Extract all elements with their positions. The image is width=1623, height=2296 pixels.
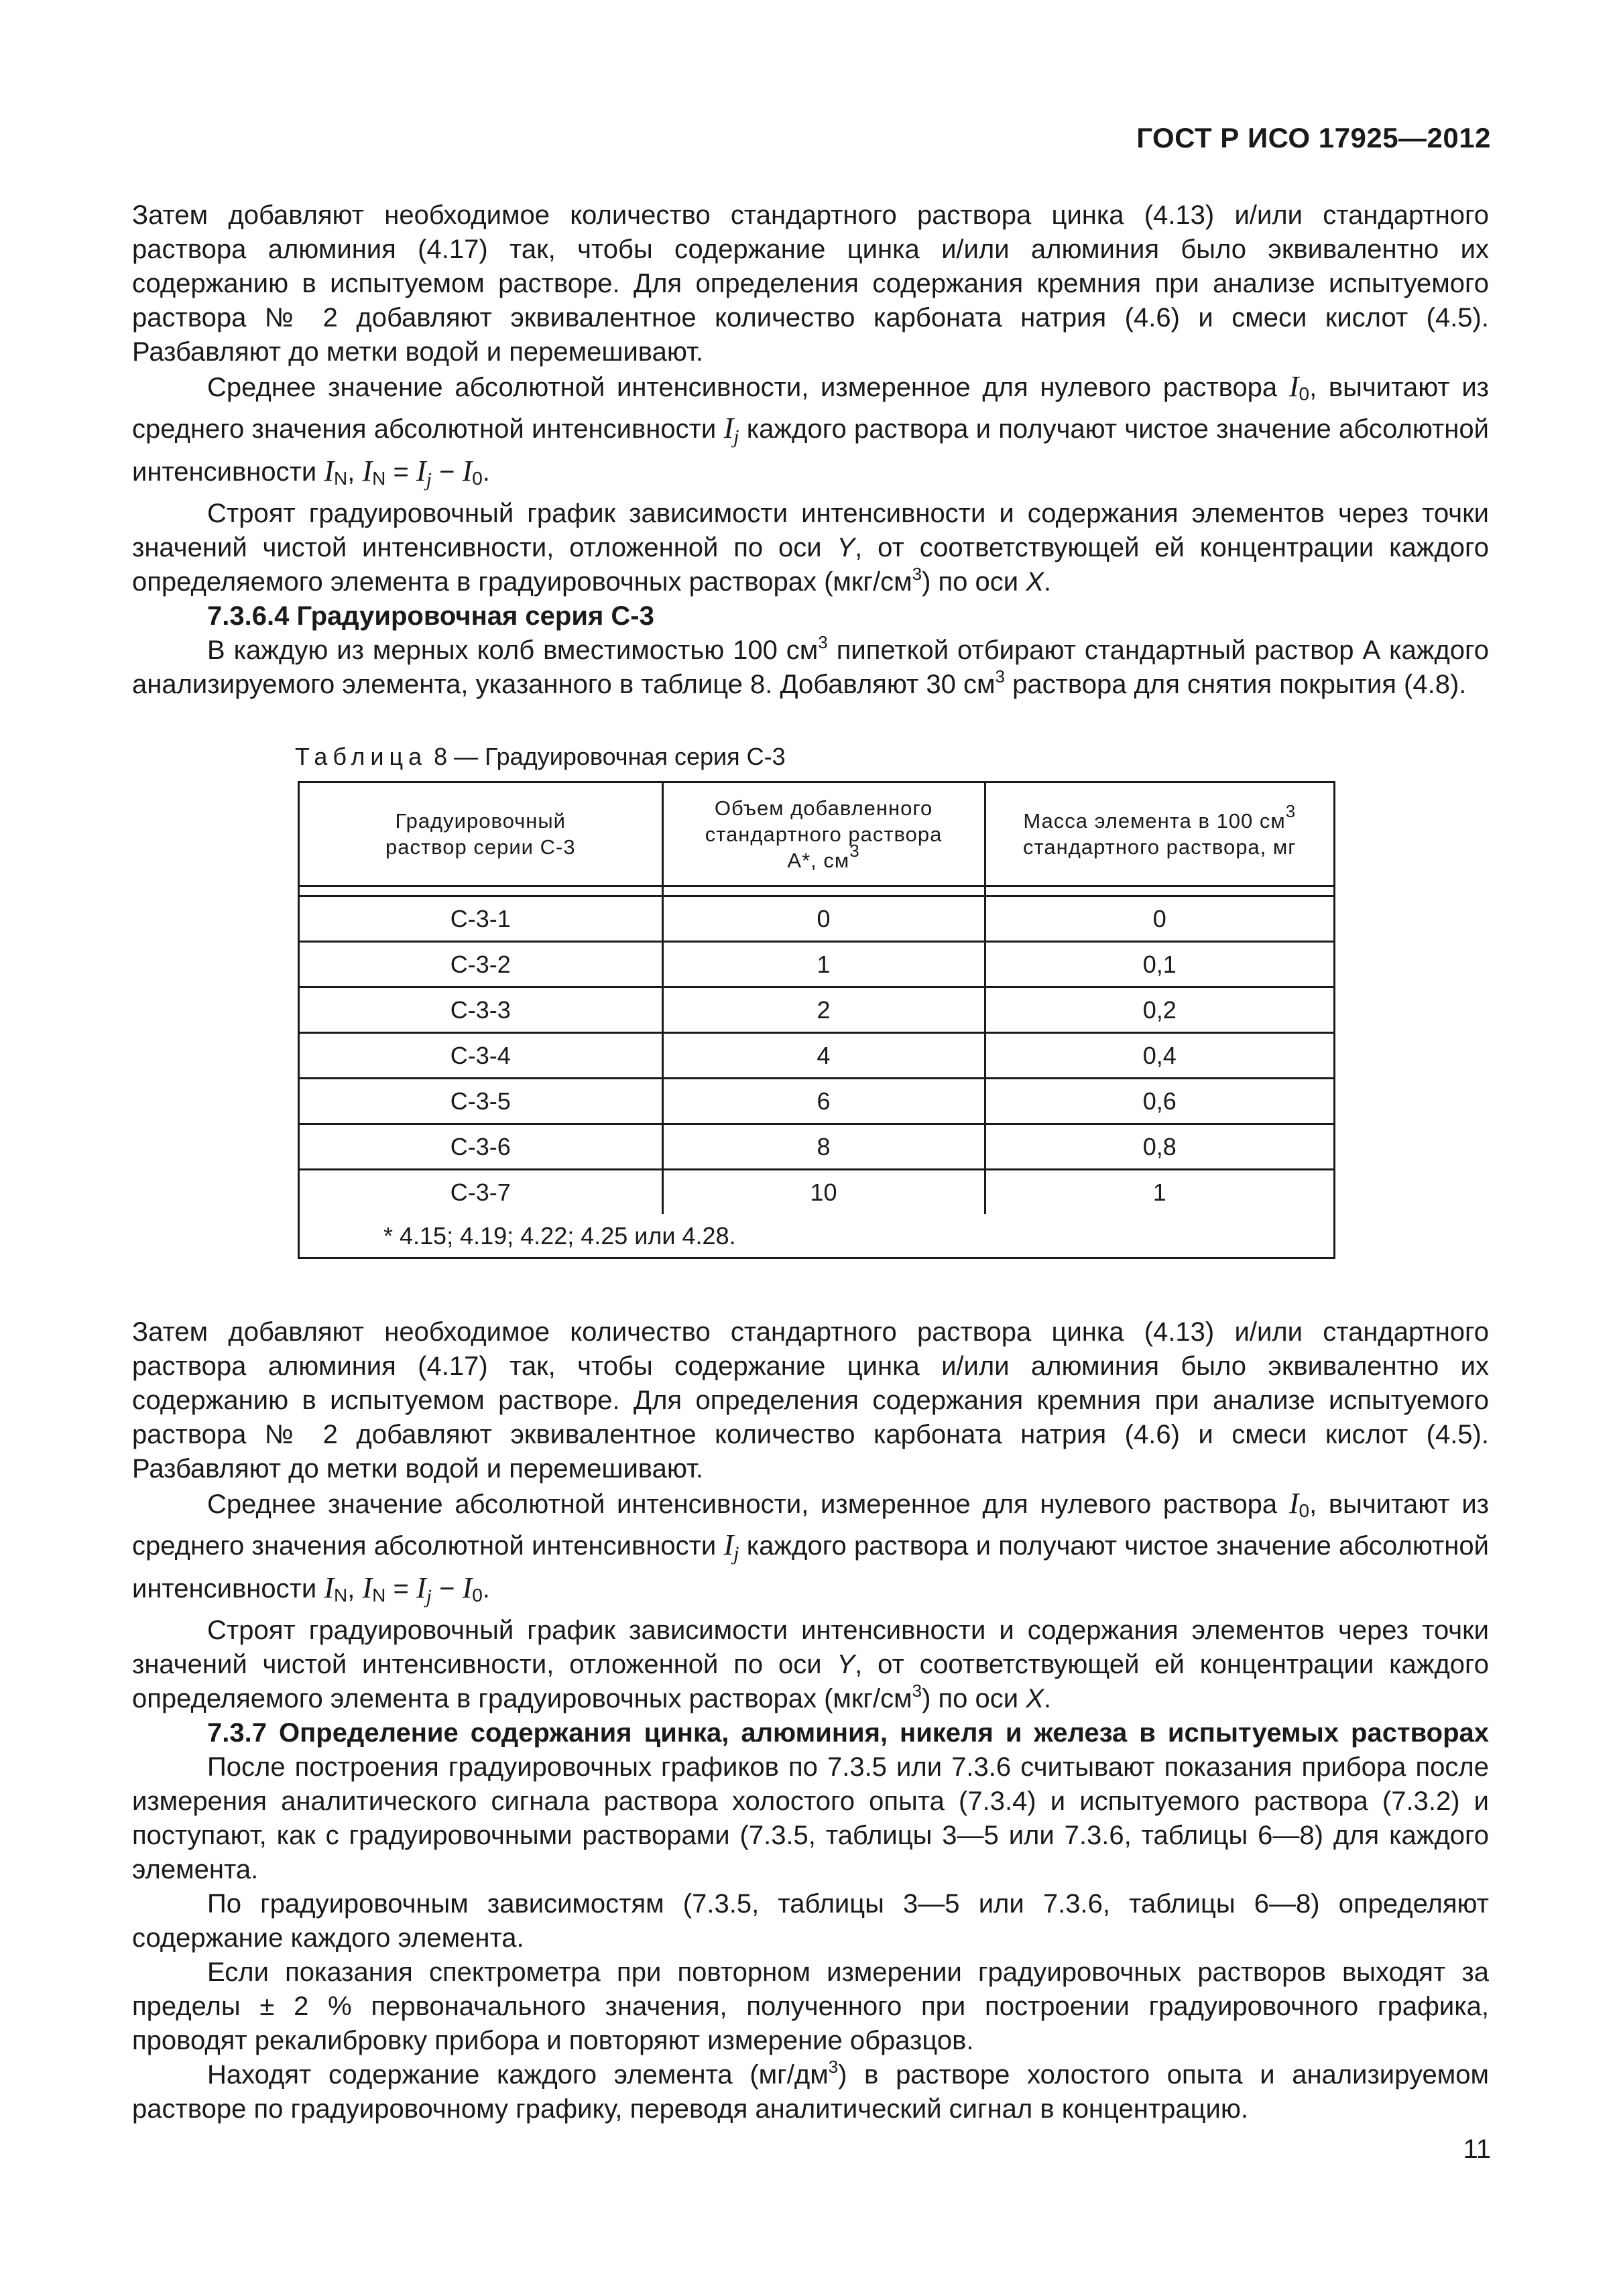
cell-solution: С-3-5 [299,1079,663,1124]
table-header-solution: Градуировочный раствор серии С-3 [299,782,663,886]
paragraph-3: Строят градуировочный график зависимости интенсивности и содержания элементов через точки значений чистой интенсивности, отложенной по оси Y, от соответствующей ей концентрации каждого определяемого элемента в градуировочных растворах $(мкг/см^3)$ по оси X. [132,499,1489,597]
cell-mass: 0,4 [985,1033,1334,1079]
cell-solution: С-3-2 [299,942,663,987]
cell-volume: 4 [662,1033,985,1079]
page-content [132,198,1489,2126]
cell-volume: 10 [662,1170,985,1215]
calibration-table [298,781,1335,1259]
paragraph-2: Среднее значение абсолютной интенсивности, измеренное для нулевого раствора $I_0$, вычитают из среднего значения абсолютной интенсивности $I_j$ каждого раствора и получают чистое значение абсолютной интенсивности $I_N$, $I_N = I_j - I_0$. [132,370,1489,491]
document-id-header: ГОСТ Р ИСО 17925—2012 [1136,122,1491,154]
table-row [299,1079,1335,1124]
table-header-mass: Масса элемента в 100 $см^3$ стандартного раствора, мг [985,782,1334,886]
table-row [299,987,1335,1033]
section-heading-7364: 7.3.6.4 Градуировочная серия С-3 [207,601,654,631]
paragraph-737-2: По градуировочным зависимостям (7.3.5, таблицы 3—5 или 7.3.6, таблицы 6—8) определяют содержание каждого элемента. [132,1889,1489,1953]
paragraph-6: Строят градуировочный график зависимости интенсивности и содержания элементов через точки значений чистой интенсивности, отложенной по оси Y, от соответствующей ей концентрации каждого определяемого элемента в градуировочных растворах $(мкг/см^3)$ по оси X. [132,1616,1489,1713]
paragraph-737-4: Находят содержание каждого элемента $(мг/дм^3)$ в растворе холостого опыта и анализируемом растворе по градуировочному графику, переводя аналитический сигнал в концентрацию. [132,2057,1489,2124]
table-row [299,896,1335,942]
table-row [299,1033,1335,1079]
section-heading-737: 7.3.7 Определение содержания цинка, алюминия, никеля и железа в испытуемых растворах [207,1718,1489,1748]
cell-volume: 8 [662,1124,985,1170]
paragraph-5: Среднее значение абсолютной интенсивности, измеренное для нулевого раствора $I_0$, вычитают из среднего значения абсолютной интенсивности $I_j$ каждого раствора и получают чистое значение абсолютной интенсивности $I_N$, $I_N = I_j - I_0$. [132,1487,1489,1608]
table-row [299,942,1335,987]
cell-solution: С-3-7 [299,1170,663,1215]
cell-volume: 6 [662,1079,985,1124]
table-footnote: * 4.15; 4.19; 4.22; 4.25 или 4.28. [299,1214,1335,1258]
paragraph-737-3: Если показания спектрометра при повторном измерении градуировочных растворов выходят за пределы ± 2 % первоначального значения, полученного при построении градуировочного графика, проводят рекалибровку прибора и повторяют измерение образцов. [132,1957,1489,2055]
cell-volume: 2 [662,987,985,1033]
cell-mass: 0,1 [985,942,1334,987]
cell-solution: С-3-6 [299,1124,663,1170]
page-number: 11 [1463,2134,1491,2164]
cell-mass: 0,6 [985,1079,1334,1124]
cell-solution: С-3-3 [299,987,663,1033]
cell-volume: 0 [662,896,985,942]
cell-mass: 0 [985,896,1334,942]
table-row [299,1124,1335,1170]
paragraph-1: Затем добавляют необходимое количество стандартного раствора цинка (4.13) и/или стандартного раствора алюминия (4.17) так, чтобы содержание цинка и/или алюминия было эквивалентно их содержанию в испытуемом растворе. Для определения содержания кремния при анализе испытуемого раствора № 2 добавляют эквивалентное количество карбоната натрия (4.6) и смеси кислот (4.5). Разбавляют до метки водой и перемешивают. [132,200,1489,367]
cell-mass: 1 [985,1170,1334,1215]
table-header-volume: Объем добавленного стандартного раствора А*, $см^3$ [662,782,985,886]
table-row [299,1170,1335,1215]
table-caption: Таблица 8 — Градуировочная серия С-3 [295,743,786,770]
cell-solution: С-3-4 [299,1033,663,1079]
cell-mass: 0,2 [985,987,1334,1033]
cell-volume: 1 [662,942,985,987]
paragraph-4: Затем добавляют необходимое количество стандартного раствора цинка (4.13) и/или стандартного раствора алюминия (4.17) так, чтобы содержание цинка и/или алюминия было эквивалентно их содержанию в испытуемом растворе. Для определения содержания кремния при анализе испытуемого раствора № 2 добавляют эквивалентное количество карбоната натрия (4.6) и смеси кислот (4.5). Разбавляют до метки водой и перемешивают. [132,1317,1489,1484]
paragraph-7364: В каждую из мерных колб вместимостью 100 $см^3$ пипеткой отбирают стандартный раствор А каждого анализируемого элемента, указанного в таблице 8. Добавляют 30 $см^3$ раствора для снятия покрытия (4.8). [132,632,1489,699]
cell-solution: С-3-1 [299,896,663,942]
cell-mass: 0,8 [985,1124,1334,1170]
paragraph-737-1: После построения градуировочных графиков по 7.3.5 или 7.3.6 считывают показания прибора после измерения аналитического сигнала раствора холостого опыта (7.3.4) и испытуемого раствора (7.3.2) и поступают, как с градуировочными растворами (7.3.5, таблицы 3—5 или 7.3.6, таблицы 6—8) для каждого элемента. [132,1752,1489,1884]
